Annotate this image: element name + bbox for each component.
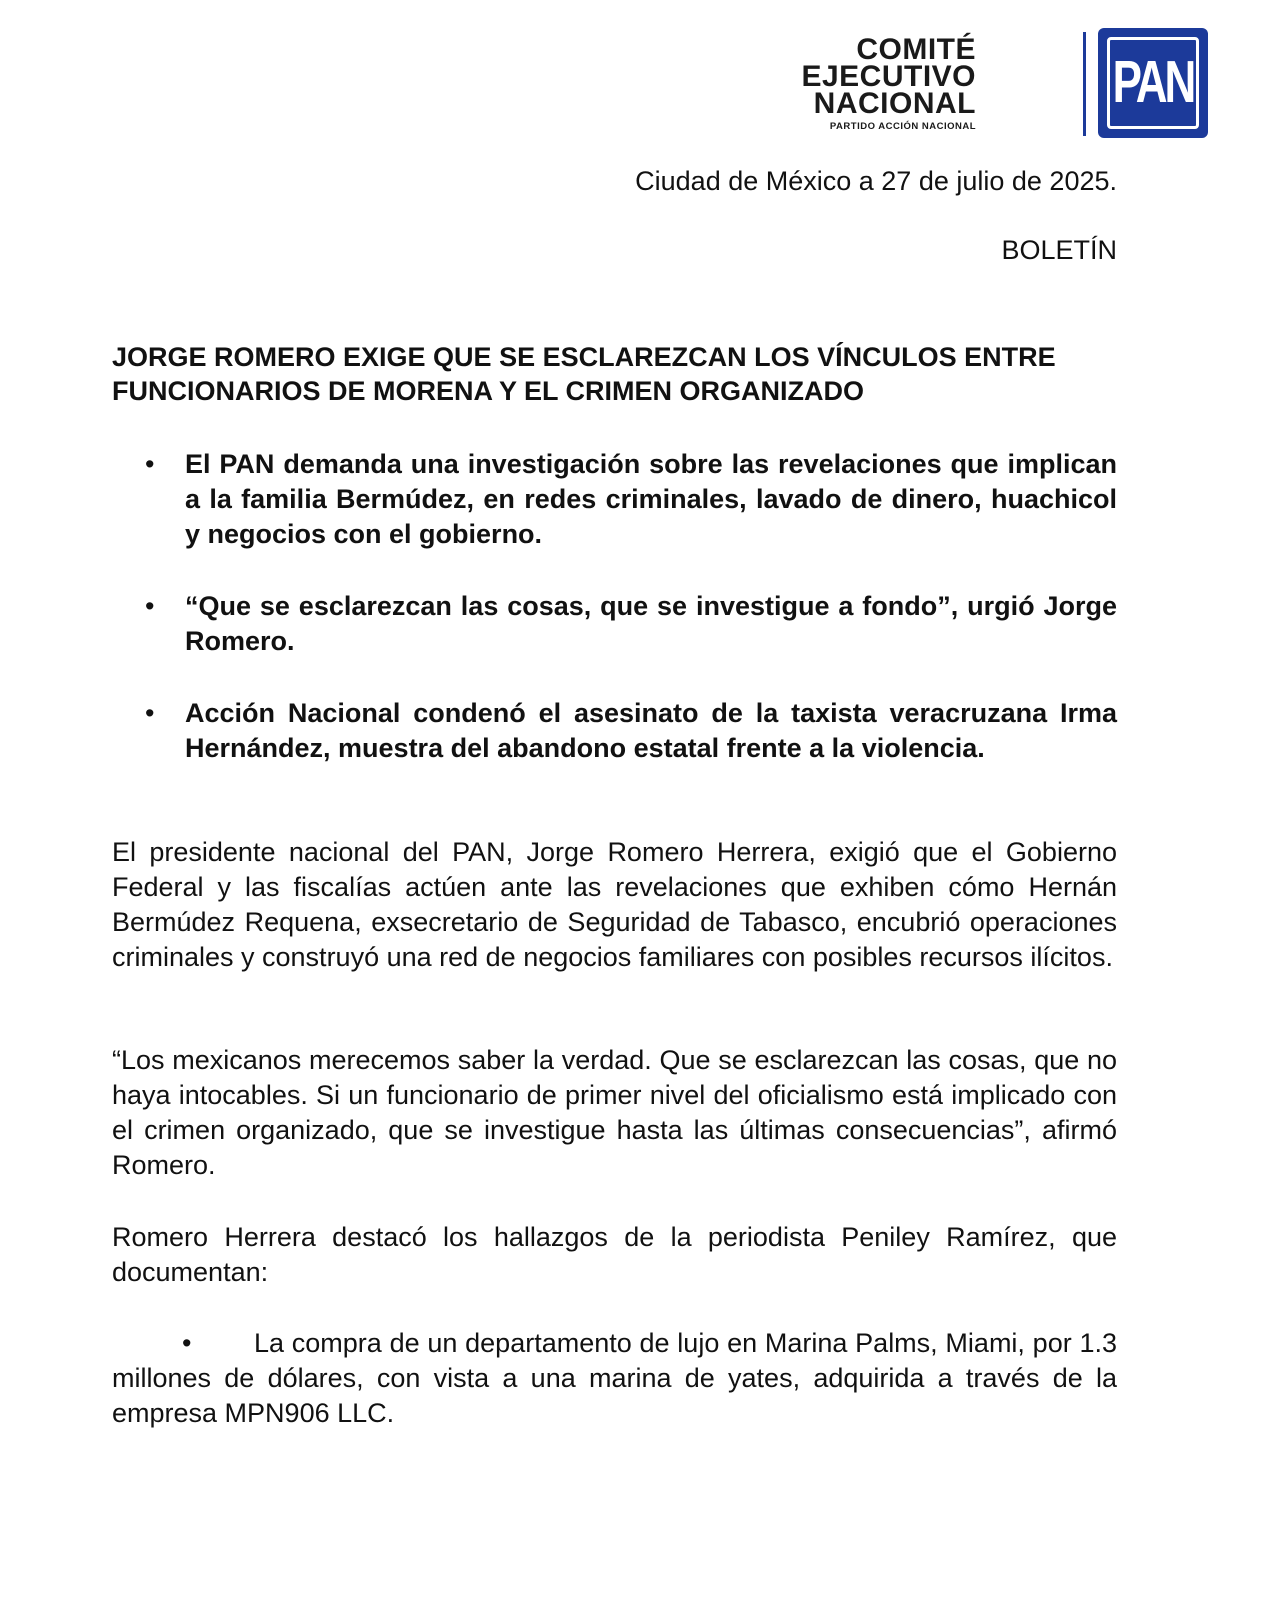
logo-divider: [1083, 32, 1086, 136]
body-paragraph: El presidente nacional del PAN, Jorge Romero Herrera, exigió que el Gobierno Federal y las fiscalías actúen ante las revelaciones que exhiben cómo Hernán Bermúdez Requena, exsecretario de Seguridad de Tabasco, encubrió operaciones criminales y construyó una red de negocios familiares con posibles recursos ilícitos.: [112, 837, 1117, 972]
pan-emblem-text: PAN: [1112, 49, 1194, 116]
logo-line-1: COMITÉ: [856, 33, 976, 66]
bullet-marker: •: [182, 1328, 192, 1358]
logo-line-3: NACIONAL: [813, 87, 976, 120]
pan-logo: [801, 28, 1208, 140]
logo-line-2: EJECUTIVO: [801, 60, 976, 93]
logo-text: [801, 33, 976, 132]
highlights-list: [112, 447, 1117, 803]
highlight-item: • El PAN demanda una investigación sobre las revelaciones que implican a la familia Bermúdez, en redes criminales, lavado de dinero, huachicol y negocios con el gobierno.: [112, 447, 1117, 552]
highlight-item: • “Que se esclarezcan las cosas, que se investigue a fondo”, urgió Jorge Romero.: [112, 589, 1117, 659]
pan-emblem-icon: [1098, 28, 1208, 138]
finding-item: [112, 1326, 1117, 1431]
date-line: Ciudad de México a 27 de julio de 2025.: [635, 166, 1117, 196]
headline: JORGE ROMERO EXIGE QUE SE ESCLAREZCAN LOS VÍNCULOS ENTRE FUNCIONARIOS DE MORENA Y EL CRIMEN ORGANIZADO: [112, 342, 1056, 406]
body-paragraph: Romero Herrera destacó los hallazgos de la periodista Peniley Ramírez, que documentan:: [112, 1222, 1117, 1287]
highlight-item: • Acción Nacional condenó el asesinato de la taxista veracruzana Irma Hernández, muestra del abandono estatal frente a la violencia.: [112, 696, 1117, 766]
quote-paragraph: “Los mexicanos merecemos saber la verdad. Que se esclarezcan las cosas, que no haya intocables. Si un funcionario de primer nivel del oficialismo está implicado con el crimen organizado, que se investigue hasta las últimas consecuencias”, afirmó Romero.: [112, 1045, 1117, 1180]
doc-type: BOLETÍN: [1001, 235, 1117, 265]
logo-subtitle: PARTIDO ACCIÓN NACIONAL: [829, 121, 976, 132]
finding-text: La compra de un departamento de lujo en Marina Palms, Miami, por 1.3 millones de dólares, con vista a una marina de yates, adquirida a través de la empresa MPN906 LLC.: [112, 1328, 1117, 1428]
